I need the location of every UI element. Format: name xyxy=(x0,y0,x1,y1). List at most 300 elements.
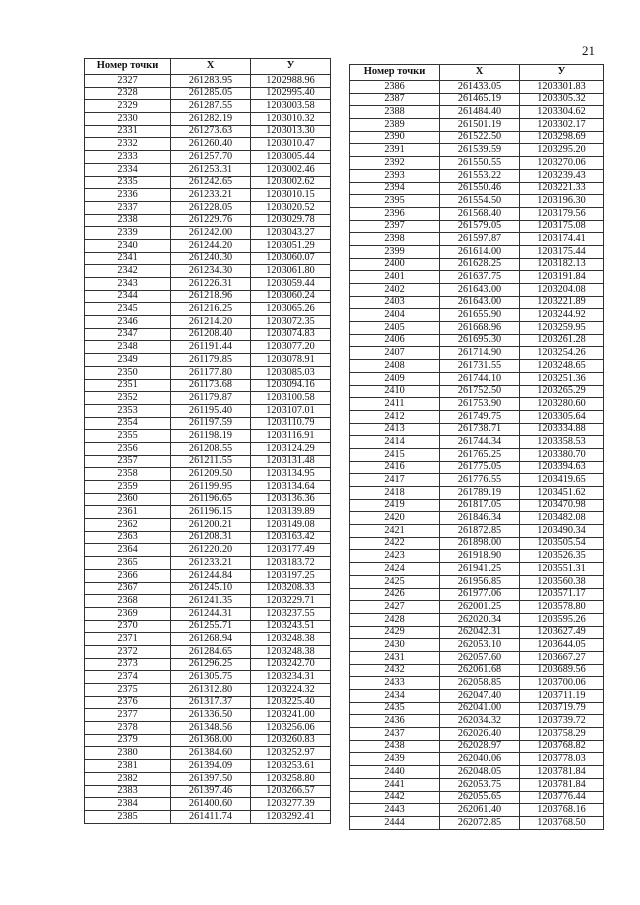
cell-y: 1203204.08 xyxy=(520,284,604,297)
cell-y: 1203270.06 xyxy=(520,157,604,170)
cell-y: 1203248.65 xyxy=(520,360,604,373)
cell-x: 261550.46 xyxy=(440,182,520,195)
cell-x: 261846.34 xyxy=(440,512,520,525)
cell-y: 1203700.06 xyxy=(520,677,604,690)
cell-x: 261637.75 xyxy=(440,271,520,284)
table-row xyxy=(350,728,604,741)
cell-x: 261211.55 xyxy=(171,455,251,468)
cell-x: 261216.25 xyxy=(171,303,251,316)
cell-y: 1203134.95 xyxy=(251,468,331,481)
cell-point-number: 2401 xyxy=(350,271,440,284)
cell-x: 261941.25 xyxy=(440,563,520,576)
cell-point-number: 2426 xyxy=(350,588,440,601)
cell-x: 261241.35 xyxy=(171,595,251,608)
cell-x: 261305.75 xyxy=(171,671,251,684)
cell-x: 261208.40 xyxy=(171,328,251,341)
cell-x: 261614.00 xyxy=(440,245,520,258)
cell-y: 1203010.32 xyxy=(251,113,331,126)
cell-x: 261195.40 xyxy=(171,404,251,417)
cell-point-number: 2337 xyxy=(85,201,171,214)
cell-x: 261539.59 xyxy=(440,144,520,157)
cell-y: 1203305.64 xyxy=(520,410,604,423)
table-row xyxy=(85,569,331,582)
header-x: X xyxy=(171,59,251,75)
cell-point-number: 2387 xyxy=(350,93,440,106)
cell-x: 261397.46 xyxy=(171,785,251,798)
table-row xyxy=(350,740,604,753)
cell-point-number: 2371 xyxy=(85,633,171,646)
cell-point-number: 2397 xyxy=(350,220,440,233)
cell-y: 1203072.35 xyxy=(251,316,331,329)
cell-point-number: 2418 xyxy=(350,487,440,500)
cell-y: 1203239.43 xyxy=(520,169,604,182)
cell-y: 1203768.50 xyxy=(520,816,604,829)
table-row xyxy=(350,639,604,652)
cell-point-number: 2432 xyxy=(350,664,440,677)
table-row xyxy=(85,430,331,443)
cell-point-number: 2356 xyxy=(85,442,171,455)
cell-y: 1203029.78 xyxy=(251,214,331,227)
cell-x: 261244.20 xyxy=(171,239,251,252)
table-row xyxy=(350,106,604,119)
cell-x: 261597.87 xyxy=(440,233,520,246)
cell-y: 1203419.65 xyxy=(520,474,604,487)
cell-y: 1203490.34 xyxy=(520,525,604,538)
cell-point-number: 2372 xyxy=(85,645,171,658)
cell-x: 261209.50 xyxy=(171,468,251,481)
cell-y: 1202995.40 xyxy=(251,87,331,100)
cell-y: 1203578.80 xyxy=(520,601,604,614)
cell-y: 1203482.08 xyxy=(520,512,604,525)
table-row xyxy=(85,138,331,151)
cell-y: 1203003.58 xyxy=(251,100,331,113)
cell-point-number: 2409 xyxy=(350,372,440,385)
table-row xyxy=(85,201,331,214)
cell-point-number: 2437 xyxy=(350,728,440,741)
table-row xyxy=(350,448,604,461)
cell-y: 1203305.32 xyxy=(520,93,604,106)
table-row xyxy=(85,760,331,773)
cell-point-number: 2388 xyxy=(350,106,440,119)
table-row xyxy=(85,100,331,113)
cell-point-number: 2327 xyxy=(85,75,171,88)
table-row xyxy=(350,245,604,258)
table-row xyxy=(85,163,331,176)
cell-x: 261268.94 xyxy=(171,633,251,646)
cell-x: 261260.40 xyxy=(171,138,251,151)
table-row xyxy=(350,550,604,563)
cell-x: 261484.40 xyxy=(440,106,520,119)
cell-x: 261668.96 xyxy=(440,322,520,335)
cell-y: 1203776.44 xyxy=(520,791,604,804)
cell-point-number: 2361 xyxy=(85,506,171,519)
cell-y: 1203059.44 xyxy=(251,278,331,291)
cell-point-number: 2364 xyxy=(85,544,171,557)
cell-y: 1203174.41 xyxy=(520,233,604,246)
cell-x: 262053.10 xyxy=(440,639,520,652)
table-header-row xyxy=(85,59,331,75)
cell-point-number: 2376 xyxy=(85,696,171,709)
table-row xyxy=(350,816,604,829)
cell-x: 261208.55 xyxy=(171,442,251,455)
cell-point-number: 2403 xyxy=(350,296,440,309)
cell-point-number: 2415 xyxy=(350,448,440,461)
cell-x: 261568.40 xyxy=(440,207,520,220)
cell-point-number: 2419 xyxy=(350,499,440,512)
cell-point-number: 2357 xyxy=(85,455,171,468)
cell-x: 261244.31 xyxy=(171,607,251,620)
cell-y: 1203020.52 xyxy=(251,201,331,214)
cell-x: 261287.55 xyxy=(171,100,251,113)
table-row xyxy=(85,620,331,633)
cell-y: 1203244.92 xyxy=(520,309,604,322)
cell-y: 1203781.84 xyxy=(520,766,604,779)
cell-point-number: 2347 xyxy=(85,328,171,341)
table-row xyxy=(350,258,604,271)
table-row xyxy=(85,582,331,595)
cell-x: 261233.21 xyxy=(171,189,251,202)
cell-point-number: 2433 xyxy=(350,677,440,690)
cell-x: 261240.30 xyxy=(171,252,251,265)
table-row xyxy=(85,379,331,392)
table-row xyxy=(350,766,604,779)
cell-point-number: 2420 xyxy=(350,512,440,525)
cell-x: 261872.85 xyxy=(440,525,520,538)
cell-y: 1203010.47 xyxy=(251,138,331,151)
cell-x: 262057.60 xyxy=(440,651,520,664)
cell-x: 261628.25 xyxy=(440,258,520,271)
cell-x: 261554.50 xyxy=(440,195,520,208)
page-number: 21 xyxy=(582,43,595,58)
cell-point-number: 2413 xyxy=(350,423,440,436)
table-row xyxy=(350,690,604,703)
cell-x: 261731.55 xyxy=(440,360,520,373)
cell-point-number: 2399 xyxy=(350,245,440,258)
cell-x: 261199.95 xyxy=(171,481,251,494)
cell-x: 261643.00 xyxy=(440,296,520,309)
table-row xyxy=(85,595,331,608)
table-row xyxy=(350,525,604,538)
table-row xyxy=(85,125,331,138)
cell-x: 261956.85 xyxy=(440,575,520,588)
cell-y: 1203739.72 xyxy=(520,715,604,728)
cell-y: 1203551.31 xyxy=(520,563,604,576)
cell-x: 261744.34 xyxy=(440,436,520,449)
table-row xyxy=(85,747,331,760)
cell-x: 261775.05 xyxy=(440,461,520,474)
cell-x: 261749.75 xyxy=(440,410,520,423)
cell-y: 1203571.17 xyxy=(520,588,604,601)
table-row xyxy=(85,531,331,544)
cell-y: 1203248.38 xyxy=(251,633,331,646)
cell-y: 1203260.83 xyxy=(251,734,331,747)
cell-point-number: 2342 xyxy=(85,265,171,278)
cell-y: 1203085.03 xyxy=(251,366,331,379)
table-row xyxy=(350,791,604,804)
cell-point-number: 2412 xyxy=(350,410,440,423)
table-row xyxy=(85,798,331,811)
table-row xyxy=(85,633,331,646)
cell-x: 261898.00 xyxy=(440,537,520,550)
table-row xyxy=(350,702,604,715)
cell-y: 1203197.25 xyxy=(251,569,331,582)
cell-point-number: 2339 xyxy=(85,227,171,240)
cell-point-number: 2417 xyxy=(350,474,440,487)
cell-x: 261522.50 xyxy=(440,131,520,144)
cell-x: 261368.00 xyxy=(171,734,251,747)
cell-y: 1203043.27 xyxy=(251,227,331,240)
cell-point-number: 2411 xyxy=(350,398,440,411)
table-row xyxy=(350,474,604,487)
cell-y: 1203768.82 xyxy=(520,740,604,753)
cell-y: 1203208.33 xyxy=(251,582,331,595)
table-row xyxy=(85,87,331,100)
cell-y: 1203470.98 xyxy=(520,499,604,512)
cell-y: 1203107.01 xyxy=(251,404,331,417)
cell-x: 261553.22 xyxy=(440,169,520,182)
coordinates-table-right xyxy=(349,64,604,830)
cell-y: 1203183.72 xyxy=(251,557,331,570)
table-row xyxy=(85,481,331,494)
cell-y: 1203163.42 xyxy=(251,531,331,544)
cell-x: 261433.05 xyxy=(440,81,520,94)
table-row xyxy=(350,436,604,449)
table-row xyxy=(350,461,604,474)
table-row xyxy=(85,290,331,303)
cell-x: 261744.10 xyxy=(440,372,520,385)
cell-point-number: 2351 xyxy=(85,379,171,392)
cell-point-number: 2336 xyxy=(85,189,171,202)
table-row xyxy=(350,601,604,614)
table-row xyxy=(350,423,604,436)
cell-point-number: 2439 xyxy=(350,753,440,766)
cell-x: 261273.63 xyxy=(171,125,251,138)
table-row xyxy=(350,398,604,411)
table-row xyxy=(350,334,604,347)
cell-point-number: 2430 xyxy=(350,639,440,652)
cell-point-number: 2385 xyxy=(85,810,171,823)
cell-y: 1203078.91 xyxy=(251,354,331,367)
cell-y: 1203131.48 xyxy=(251,455,331,468)
cell-y: 1203002.62 xyxy=(251,176,331,189)
cell-y: 1203005.44 xyxy=(251,151,331,164)
table-row xyxy=(350,804,604,817)
cell-point-number: 2386 xyxy=(350,81,440,94)
cell-point-number: 2396 xyxy=(350,207,440,220)
table-row xyxy=(85,404,331,417)
table-row xyxy=(350,563,604,576)
cell-x: 261753.90 xyxy=(440,398,520,411)
cell-x: 261253.31 xyxy=(171,163,251,176)
cell-point-number: 2407 xyxy=(350,347,440,360)
cell-y: 1203595.26 xyxy=(520,613,604,626)
cell-point-number: 2368 xyxy=(85,595,171,608)
cell-y: 1203136.36 xyxy=(251,493,331,506)
cell-point-number: 2353 xyxy=(85,404,171,417)
cell-point-number: 2335 xyxy=(85,176,171,189)
cell-point-number: 2340 xyxy=(85,239,171,252)
cell-point-number: 2389 xyxy=(350,119,440,132)
cell-x: 261336.50 xyxy=(171,709,251,722)
cell-y: 1203758.29 xyxy=(520,728,604,741)
cell-point-number: 2442 xyxy=(350,791,440,804)
table-row xyxy=(350,195,604,208)
table-row xyxy=(85,392,331,405)
cell-y: 1203002.46 xyxy=(251,163,331,176)
table-row xyxy=(85,113,331,126)
cell-point-number: 2331 xyxy=(85,125,171,138)
table-row xyxy=(350,651,604,664)
table-row xyxy=(85,684,331,697)
cell-point-number: 2370 xyxy=(85,620,171,633)
table-row xyxy=(350,322,604,335)
cell-point-number: 2392 xyxy=(350,157,440,170)
cell-y: 1203179.56 xyxy=(520,207,604,220)
cell-point-number: 2333 xyxy=(85,151,171,164)
table-row xyxy=(85,417,331,430)
cell-point-number: 2358 xyxy=(85,468,171,481)
cell-point-number: 2365 xyxy=(85,557,171,570)
table-row xyxy=(350,144,604,157)
cell-point-number: 2345 xyxy=(85,303,171,316)
table-row xyxy=(85,75,331,88)
cell-x: 261198.19 xyxy=(171,430,251,443)
table-row xyxy=(350,271,604,284)
cell-point-number: 2384 xyxy=(85,798,171,811)
cell-point-number: 2349 xyxy=(85,354,171,367)
cell-y: 1203229.71 xyxy=(251,595,331,608)
cell-x: 261196.15 xyxy=(171,506,251,519)
cell-point-number: 2382 xyxy=(85,772,171,785)
cell-x: 262042.31 xyxy=(440,626,520,639)
cell-x: 261196.65 xyxy=(171,493,251,506)
table-row xyxy=(85,151,331,164)
cell-x: 261218.96 xyxy=(171,290,251,303)
table-row xyxy=(350,220,604,233)
cell-point-number: 2436 xyxy=(350,715,440,728)
table-row xyxy=(85,442,331,455)
cell-point-number: 2373 xyxy=(85,658,171,671)
cell-y: 1203644.05 xyxy=(520,639,604,652)
cell-point-number: 2398 xyxy=(350,233,440,246)
cell-y: 1203711.19 xyxy=(520,690,604,703)
cell-x: 261229.76 xyxy=(171,214,251,227)
cell-y: 1203259.95 xyxy=(520,322,604,335)
cell-point-number: 2328 xyxy=(85,87,171,100)
cell-x: 261384.60 xyxy=(171,747,251,760)
cell-point-number: 2360 xyxy=(85,493,171,506)
table-row xyxy=(350,410,604,423)
table-row xyxy=(350,778,604,791)
cell-x: 261257.70 xyxy=(171,151,251,164)
cell-x: 261738.71 xyxy=(440,423,520,436)
cell-x: 261411.74 xyxy=(171,810,251,823)
cell-x: 261501.19 xyxy=(440,119,520,132)
table-row xyxy=(85,658,331,671)
cell-point-number: 2375 xyxy=(85,684,171,697)
cell-x: 262058.85 xyxy=(440,677,520,690)
cell-x: 262048.05 xyxy=(440,766,520,779)
cell-y: 1203258.80 xyxy=(251,772,331,785)
cell-y: 1203667.27 xyxy=(520,651,604,664)
cell-point-number: 2428 xyxy=(350,613,440,626)
cell-x: 261284.65 xyxy=(171,645,251,658)
cell-x: 261817.05 xyxy=(440,499,520,512)
table-row xyxy=(85,671,331,684)
cell-point-number: 2410 xyxy=(350,385,440,398)
cell-x: 262040.06 xyxy=(440,753,520,766)
cell-x: 261285.05 xyxy=(171,87,251,100)
cell-x: 261643.00 xyxy=(440,284,520,297)
cell-y: 1203051.29 xyxy=(251,239,331,252)
cell-point-number: 2423 xyxy=(350,550,440,563)
cell-x: 261400.60 xyxy=(171,798,251,811)
table-row xyxy=(350,677,604,690)
table-row xyxy=(85,645,331,658)
table-row xyxy=(350,296,604,309)
cell-point-number: 2416 xyxy=(350,461,440,474)
table-row xyxy=(350,309,604,322)
table-row xyxy=(85,544,331,557)
cell-y: 1203298.69 xyxy=(520,131,604,144)
cell-y: 1203175.44 xyxy=(520,245,604,258)
cell-x: 262072.85 xyxy=(440,816,520,829)
table-row xyxy=(85,722,331,735)
cell-x: 261918.90 xyxy=(440,550,520,563)
cell-x: 261179.87 xyxy=(171,392,251,405)
cell-point-number: 2334 xyxy=(85,163,171,176)
cell-point-number: 2338 xyxy=(85,214,171,227)
cell-point-number: 2355 xyxy=(85,430,171,443)
cell-y: 1203241.00 xyxy=(251,709,331,722)
table-row xyxy=(350,372,604,385)
table-row xyxy=(350,626,604,639)
table-row xyxy=(85,696,331,709)
cell-y: 1203292.41 xyxy=(251,810,331,823)
cell-point-number: 2421 xyxy=(350,525,440,538)
cell-y: 1203358.53 xyxy=(520,436,604,449)
cell-y: 1203253.61 xyxy=(251,760,331,773)
cell-y: 1203451.62 xyxy=(520,487,604,500)
cell-point-number: 2404 xyxy=(350,309,440,322)
cell-point-number: 2381 xyxy=(85,760,171,773)
cell-x: 261242.65 xyxy=(171,176,251,189)
cell-point-number: 2424 xyxy=(350,563,440,576)
cell-x: 262041.00 xyxy=(440,702,520,715)
cell-x: 261394.09 xyxy=(171,760,251,773)
table-row xyxy=(85,252,331,265)
table-row xyxy=(85,455,331,468)
cell-y: 1203110.79 xyxy=(251,417,331,430)
cell-x: 261789.19 xyxy=(440,487,520,500)
cell-y: 1203719.79 xyxy=(520,702,604,715)
cell-point-number: 2405 xyxy=(350,322,440,335)
cell-point-number: 2440 xyxy=(350,766,440,779)
cell-point-number: 2362 xyxy=(85,519,171,532)
cell-x: 261200.21 xyxy=(171,519,251,532)
cell-x: 262001.25 xyxy=(440,601,520,614)
cell-point-number: 2343 xyxy=(85,278,171,291)
cell-point-number: 2408 xyxy=(350,360,440,373)
cell-y: 1203304.62 xyxy=(520,106,604,119)
table-row xyxy=(85,810,331,823)
table-row xyxy=(85,493,331,506)
cell-x: 261977.06 xyxy=(440,588,520,601)
cell-y: 1203248.38 xyxy=(251,645,331,658)
table-row xyxy=(350,284,604,297)
cell-point-number: 2394 xyxy=(350,182,440,195)
cell-y: 1203224.32 xyxy=(251,684,331,697)
